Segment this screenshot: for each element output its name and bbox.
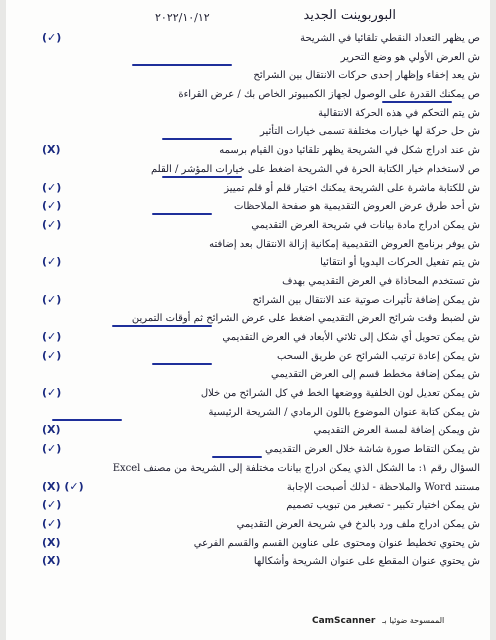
page-header xyxy=(20,8,476,30)
pen-underline xyxy=(162,138,232,140)
line-text: ش يمكن إضافة مخطط قسم إلى العرض التقديمي xyxy=(271,369,480,381)
answer-mark: (✓) xyxy=(42,516,62,530)
handwritten-line xyxy=(12,516,484,535)
scan-edge-left xyxy=(0,0,6,640)
answer-mark: (X) xyxy=(42,423,61,437)
line-text: ص يمكنك القدرة على الوصول لجهاز الكمبيوتر الخاص بك / عرض القراءة xyxy=(178,89,480,101)
handwritten-line xyxy=(12,142,484,161)
line-text: ص لاستخدام خيار الكتابة الحرة في الشريحة اضغط على خيارات المؤشر / القلم xyxy=(150,163,480,175)
handwritten-line xyxy=(12,86,484,105)
pen-underline xyxy=(132,64,232,66)
pen-underline xyxy=(152,213,212,215)
answer-mark: (✓) (X) xyxy=(42,479,84,493)
line-text: ش للكتابة ماشرة على الشريحة يمكنك اختيار قلم أو قلم تمييز xyxy=(224,182,480,194)
handwritten-line xyxy=(12,441,484,460)
pen-underline xyxy=(112,325,212,327)
line-text: ش يمكن ادراج ملف ورد بالدخ في شريحة العرض التقديمي xyxy=(236,518,480,530)
handwritten-line xyxy=(12,460,484,479)
line-text: ش العرض الأولي هو وضع التحرير xyxy=(340,51,480,63)
pen-underline xyxy=(162,176,242,178)
line-text: ش ويمكن إضافة لمسة العرض التقديمي xyxy=(313,425,480,437)
handwritten-line xyxy=(12,30,484,49)
handwritten-line xyxy=(12,348,484,367)
line-text: ش يتم تفعيل الحركات اليدويا أو انتقائيا xyxy=(320,257,480,269)
line-text: ش يمكن كتابة عنوان الموضوع باللون الرمادي / الشريحة الرئيسية xyxy=(208,406,480,418)
handwritten-line xyxy=(12,310,484,329)
handwritten-line xyxy=(12,385,484,404)
handwritten-line xyxy=(12,553,484,572)
line-text: ش يمكن اختيار تكبير - تصغير من تبويب تصميم xyxy=(286,500,480,512)
handwritten-lines xyxy=(12,30,484,572)
line-text: ش يعد إخفاء وإظهار إحدى حركات الانتقال بين الشرائح xyxy=(253,70,480,82)
camscanner-stamp: الممسوحة ضوئيا بـ xyxy=(382,616,445,625)
answer-mark: (X) xyxy=(42,535,61,549)
handwritten-line xyxy=(12,254,484,273)
line-text: ش تستخدم المحاذاة في العرض التقديمي بهدف xyxy=(282,275,480,287)
answer-mark: (✓) xyxy=(42,31,62,44)
handwritten-line xyxy=(12,329,484,348)
answer-mark: (✓) xyxy=(42,292,62,306)
camscanner-brand: CamScanner xyxy=(312,616,376,626)
page-date: ٢٠٢٢/١٠/١٢ xyxy=(155,11,210,24)
line-text: ش حل حركة لها خيارات مختلفة تسمى خيارات التأثير xyxy=(259,126,480,138)
pen-underline xyxy=(382,101,452,103)
answer-mark: (✓) xyxy=(42,180,62,194)
handwritten-line xyxy=(12,497,484,516)
answer-mark: (✓) xyxy=(42,348,62,362)
answer-mark: (✓) xyxy=(42,217,62,231)
handwritten-line xyxy=(12,292,484,311)
handwritten-line xyxy=(12,67,484,86)
handwritten-line xyxy=(12,105,484,124)
scan-footer xyxy=(0,618,496,634)
handwritten-line xyxy=(12,123,484,142)
handwritten-line xyxy=(12,236,484,255)
handwritten-line xyxy=(12,273,484,292)
answer-mark: (✓) xyxy=(42,199,62,213)
answer-mark: (✓) xyxy=(42,330,62,343)
handwritten-line xyxy=(12,422,484,441)
handwritten-line xyxy=(12,404,484,423)
line-text: ص يظهر التعداد النقطي تلقائيا في الشريحة xyxy=(300,33,480,44)
answer-mark: (✓) xyxy=(42,255,62,269)
pen-underline xyxy=(52,419,122,421)
line-text: ش يمكن التقاط صورة شاشة خلال العرض التقديمي xyxy=(265,444,480,456)
answer-mark: (X) xyxy=(42,143,61,157)
line-text: ش يمكن تحويل أي شكل إلى ثلاثي الأبعاد في العرض التقديمي xyxy=(222,332,480,343)
line-text: ش أحد طرق عرض العروض التقديمية هو صفحة الملاحظات xyxy=(233,201,480,213)
line-text: مستند Word والملاحظة - لذلك أصبحت الإجابة xyxy=(286,481,480,493)
answer-mark: (✓) xyxy=(42,442,62,456)
answer-mark: (✓) xyxy=(42,498,62,512)
line-text: السؤال رقم ١: ما الشكل الذي يمكن ادراج بيانات مختلفة إلى الشريحة من مصنف Excel xyxy=(112,462,480,474)
camscanner-watermark xyxy=(312,616,444,626)
answer-mark: (✓) xyxy=(42,386,62,400)
handwritten-line xyxy=(12,198,484,217)
page-title: البوربوينت الجديد xyxy=(303,8,396,23)
line-text: ش عند ادراج شكل في الشريحة يظهر تلقائيا دون القيام برسمه xyxy=(219,145,480,157)
line-text: ش يمكن تعديل لون الخلفية ووضعها الخط في كل الشرائح من خلال xyxy=(200,388,480,400)
line-text: ش يمكن إضافة تأثيرات صوتية عند الانتقال بين الشرائح xyxy=(252,294,480,306)
line-text: ش يمكن إعادة ترتيب الشرائح عن طريق السحب xyxy=(276,350,480,362)
line-text: ش يحتوي عنوان المقطع على عنوان الشريحة وأشكالها xyxy=(253,556,480,568)
handwritten-line xyxy=(12,535,484,554)
handwritten-line xyxy=(12,479,484,498)
pen-underline xyxy=(152,363,212,365)
handwritten-line xyxy=(12,366,484,385)
line-text: ش يحتوي تخطيط عنوان ومحتوى على عناوين القسم والقسم الفرعي xyxy=(193,537,480,549)
scan-edge-right xyxy=(490,0,496,640)
line-text: ش يمكن ادراج مادة بيانات في شريحة العرض التقديمي xyxy=(251,219,480,231)
handwritten-line xyxy=(12,49,484,68)
handwritten-line xyxy=(12,161,484,180)
answer-mark: (X) xyxy=(42,554,61,568)
line-text: ش يوفر برنامج العروض التقديمية إمكانية إزالة الانتقال بعد إضافته xyxy=(209,238,480,250)
line-text: ش يتم التحكم في هذه الحركة الانتقالية xyxy=(318,107,480,119)
line-text: ش لضبط وقت شرائح العرض التقديمي اضغط على عرض الشرائح ثم أوقات التمرين xyxy=(131,313,480,325)
pen-underline xyxy=(212,456,262,458)
handwritten-line xyxy=(12,217,484,236)
handwritten-line xyxy=(12,180,484,199)
